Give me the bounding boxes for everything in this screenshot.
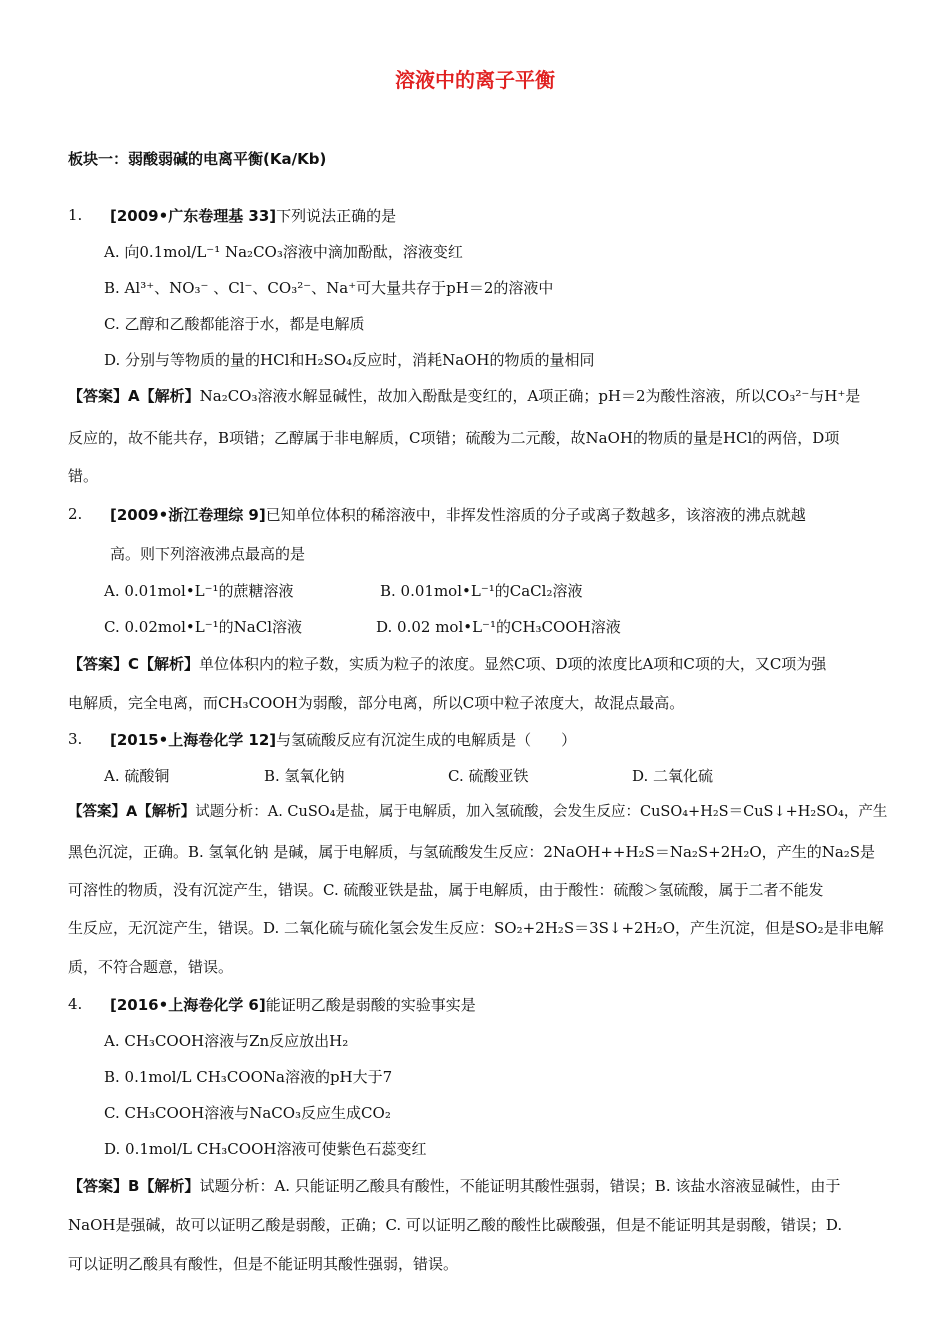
answer-text: 错。: [68, 467, 99, 485]
page-title: 溶液中的离子平衡: [395, 68, 555, 92]
option-a: A. 向0.1mol/L⁻¹ Na₂CO₃溶液中滴加酚酞，溶液变红: [104, 243, 463, 261]
answer-text: 可以证明乙酸具有酸性，但是不能证明其酸性强弱，错误。: [68, 1255, 459, 1273]
answer-text: 电解质，完全电离，而CH₃COOH为弱酸，部分电离，所以C项中粒子浓度大，故混点最高。: [68, 694, 685, 712]
question-number: 4.: [68, 995, 83, 1013]
option-a: A. 0.01mol•L⁻¹的蔗糖溶液: [104, 582, 294, 600]
section-heading: 板块一：弱酸弱碱的电离平衡(Ka/Kb): [68, 150, 327, 168]
answer-tag: 【答案】A【解析】: [68, 804, 196, 820]
option-c: C. 硫酸亚铁: [448, 767, 529, 785]
option-b: B. Al³⁺、NO₃⁻ 、Cl⁻、CO₃²⁻、Na⁺可大量共存于pH＝2的溶液中: [104, 279, 554, 297]
answer-text: NaOH是强碱，故可以证明乙酸是弱酸，正确；C. 可以证明乙酸的酸性比碳酸强，但是不能证明其是弱酸，错误；D.: [68, 1216, 843, 1234]
question-stem: [110, 730, 576, 750]
answer-line: [68, 386, 860, 406]
answer-text: 生反应，无沉淀产生，错误。D. 二氧化硫与硫化氢会发生反应：SO₂+2H₂S＝3S↓+2H₂O，产生沉淀，但是SO₂是非电解: [68, 919, 884, 937]
answer-text: 试题分析：A. CuSO₄是盐，属于电解质，加入氢硫酸，会发生反应：CuSO₄+H₂S＝CuS↓+H₂SO₄，产生: [195, 804, 888, 820]
answer-text: 反应的，故不能共存，B项错；乙醇属于非电解质，C项错；硫酸为二元酸，故NaOH的物质的量是HCl的两倍，D项: [68, 429, 840, 447]
option-d: D. 二氧化硫: [632, 767, 714, 785]
option-d: D. 0.02 mol•L⁻¹的CH₃COOH溶液: [376, 618, 621, 636]
question-number: 3.: [68, 730, 83, 748]
option-c: C. 乙醇和乙酸都能溶于水，都是电解质: [104, 315, 365, 333]
option-c: C. 0.02mol•L⁻¹的NaCl溶液: [104, 618, 303, 636]
option-c: C. CH₃COOH溶液与NaCO₃反应生成CO₂: [104, 1104, 391, 1122]
question-stem: [110, 995, 476, 1015]
answer-line: [68, 1176, 840, 1196]
answer-text: Na₂CO₃溶液水解显碱性，故加入酚酞是变红的，A项正确；pH＝2为酸性溶液，所以CO₃²⁻与H⁺是: [199, 387, 861, 405]
answer-tag: 【答案】B【解析】: [68, 1177, 200, 1195]
answer-text: 试题分析：A. 只能证明乙酸具有酸性，不能证明其酸性强弱，错误；B. 该盐水溶液显碱性，由于: [199, 1177, 841, 1195]
answer-text: 质，不符合题意，错误。: [68, 958, 234, 976]
answer-line: [68, 654, 826, 674]
question-stem: [110, 505, 806, 525]
question-number: 1.: [68, 206, 83, 224]
question-text: 能证明乙酸是弱酸的实验事实是: [265, 996, 476, 1014]
answer-text: 单位体积内的粒子数，实质为粒子的浓度。显然C项、D项的浓度比A项和C项的大，又C项为强: [199, 655, 827, 673]
option-d: D. 0.1mol/L CH₃COOH溶液可使紫色石蕊变红: [104, 1140, 427, 1158]
option-d: D. 分别与等物质的量的HCl和H₂SO₄反应时，消耗NaOH的物质的量相同: [104, 351, 595, 369]
question-text: 已知单位体积的稀溶液中，非挥发性溶质的分子或离子数越多，该溶液的沸点就越: [265, 506, 806, 524]
question-text: 高。则下列溶液沸点最高的是: [110, 545, 306, 563]
question-source: [2009•广东卷理基 33]: [110, 207, 277, 225]
question-text: 与氢硫酸反应有沉淀生成的电解质是（ ）: [276, 731, 577, 749]
option-b: B. 0.1mol/L CH₃COONa溶液的pH大于7: [104, 1068, 393, 1086]
question-source: [2015•上海卷化学 12]: [110, 731, 277, 749]
answer-tag: 【答案】C【解析】: [68, 655, 200, 673]
question-source: [2016•上海卷化学 6]: [110, 996, 266, 1014]
answer-line: [68, 802, 887, 822]
option-a: A. 硫酸铜: [104, 767, 170, 785]
answer-text: 黑色沉淀，正确。B. 氢氧化钠 是碱，属于电解质，与氢硫酸发生反应：2NaOH++H₂S＝Na₂S+2H₂O，产生的Na₂S是: [68, 843, 876, 861]
question-stem: [110, 206, 396, 226]
option-b: B. 氢氧化钠: [264, 767, 345, 785]
answer-tag: 【答案】A【解析】: [68, 387, 200, 405]
question-number: 2.: [68, 505, 83, 523]
option-a: A. CH₃COOH溶液与Zn反应放出H₂: [104, 1032, 349, 1050]
answer-text: 可溶性的物质，没有沉淀产生，错误。C. 硫酸亚铁是盐，属于电解质，由于酸性：硫酸＞氢硫酸，属于二者不能发: [68, 881, 824, 899]
option-b: B. 0.01mol•L⁻¹的CaCl₂溶液: [380, 582, 583, 600]
question-source: [2009•浙江卷理综 9]: [110, 506, 266, 524]
question-text: 下列说法正确的是: [276, 207, 397, 225]
